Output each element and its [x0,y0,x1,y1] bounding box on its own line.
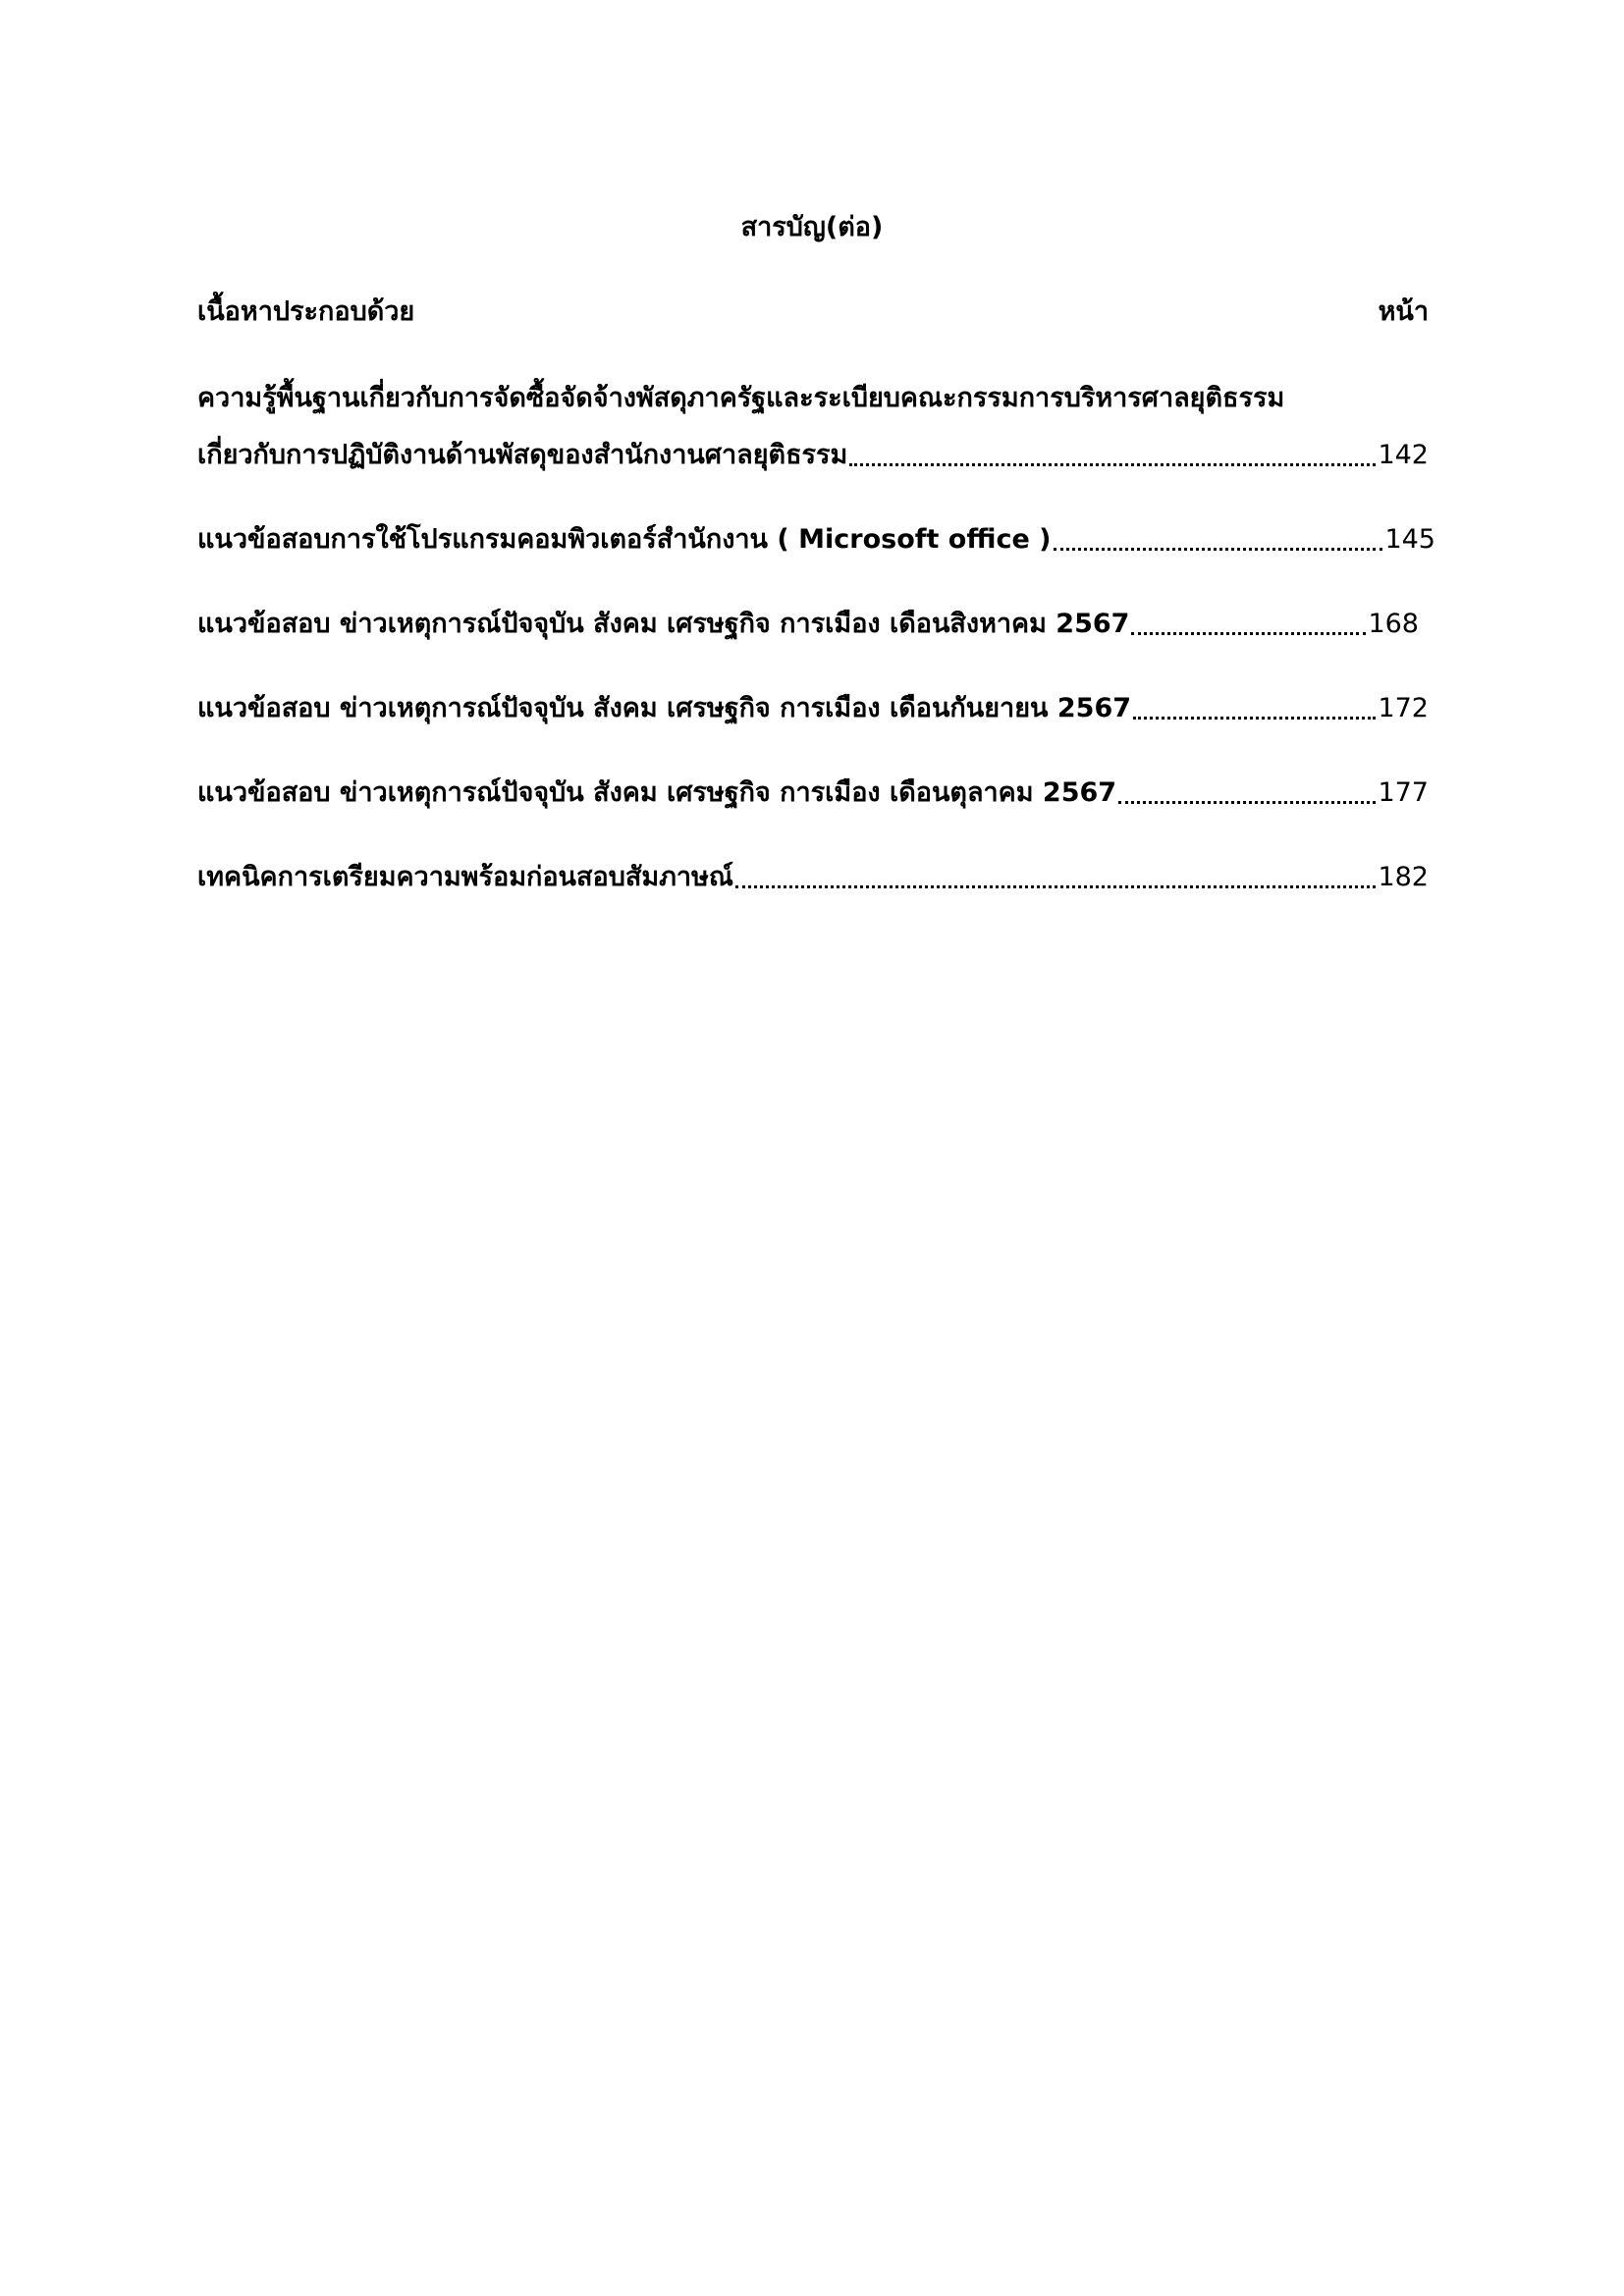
toc-entry-page: 142 [1378,440,1429,470]
toc-entry-1-line-1: ความรู้พื้นฐานเกี่ยวกับการจัดซื้อจัดจ้างพัสดุภาครัฐและระเบียบคณะกรรมการบริหารศาลยุติธรรม [197,383,1285,413]
toc-entry-4 [197,689,1429,728]
toc-entry-1 [197,436,1429,475]
page-title: สารบัญ(ต่อ) [740,212,884,242]
dot-leader [1054,548,1383,551]
toc-entry-text: แนวข้อสอบ ข่าวเหตุการณ์ปัจจุบัน สังคม เศรษฐกิจ การเมือง เดือนสิงหาคม 2567 [197,609,1130,639]
page-column-label: หน้า [1378,296,1429,327]
toc-entry-2 [197,520,1435,560]
toc-entry-5 [197,774,1429,813]
dot-leader [735,885,1377,888]
toc-entry-text: เกี่ยวกับการปฏิบัติงานด้านพัสดุของสำนักงานศาลยุติธรรม [197,440,848,470]
toc-entry-page: 172 [1378,693,1429,723]
toc-header [197,293,1429,332]
toc-entry-page: 168 [1368,609,1419,639]
toc-entry-text: แนวข้อสอบ ข่าวเหตุการณ์ปัจจุบัน สังคม เศรษฐกิจ การเมือง เดือนกันยายน 2567 [197,693,1132,723]
toc-entry-text: เทคนิคการเตรียมความพร้อมก่อนสอบสัมภาษณ์ [197,862,733,892]
toc-entry-page: 145 [1384,524,1435,555]
dot-leader [849,463,1376,466]
toc-entry-page: 182 [1378,862,1429,892]
toc-entry-text: แนวข้อสอบ ข่าวเหตุการณ์ปัจจุบัน สังคม เศรษฐกิจ การเมือง เดือนตุลาคม 2567 [197,777,1117,808]
toc-entry-3 [197,605,1419,644]
toc-entry-text: แนวข้อสอบการใช้โปรแกรมคอมพิวเตอร์สำนักงาน ( Microsoft office ) [197,524,1052,555]
dot-leader [1131,632,1366,635]
dot-leader [1133,717,1376,720]
dot-leader [1118,801,1376,804]
toc-entry-page: 177 [1378,777,1429,808]
contents-label: เนื้อหาประกอบด้วย [197,296,415,327]
toc-entry-6 [197,858,1429,897]
